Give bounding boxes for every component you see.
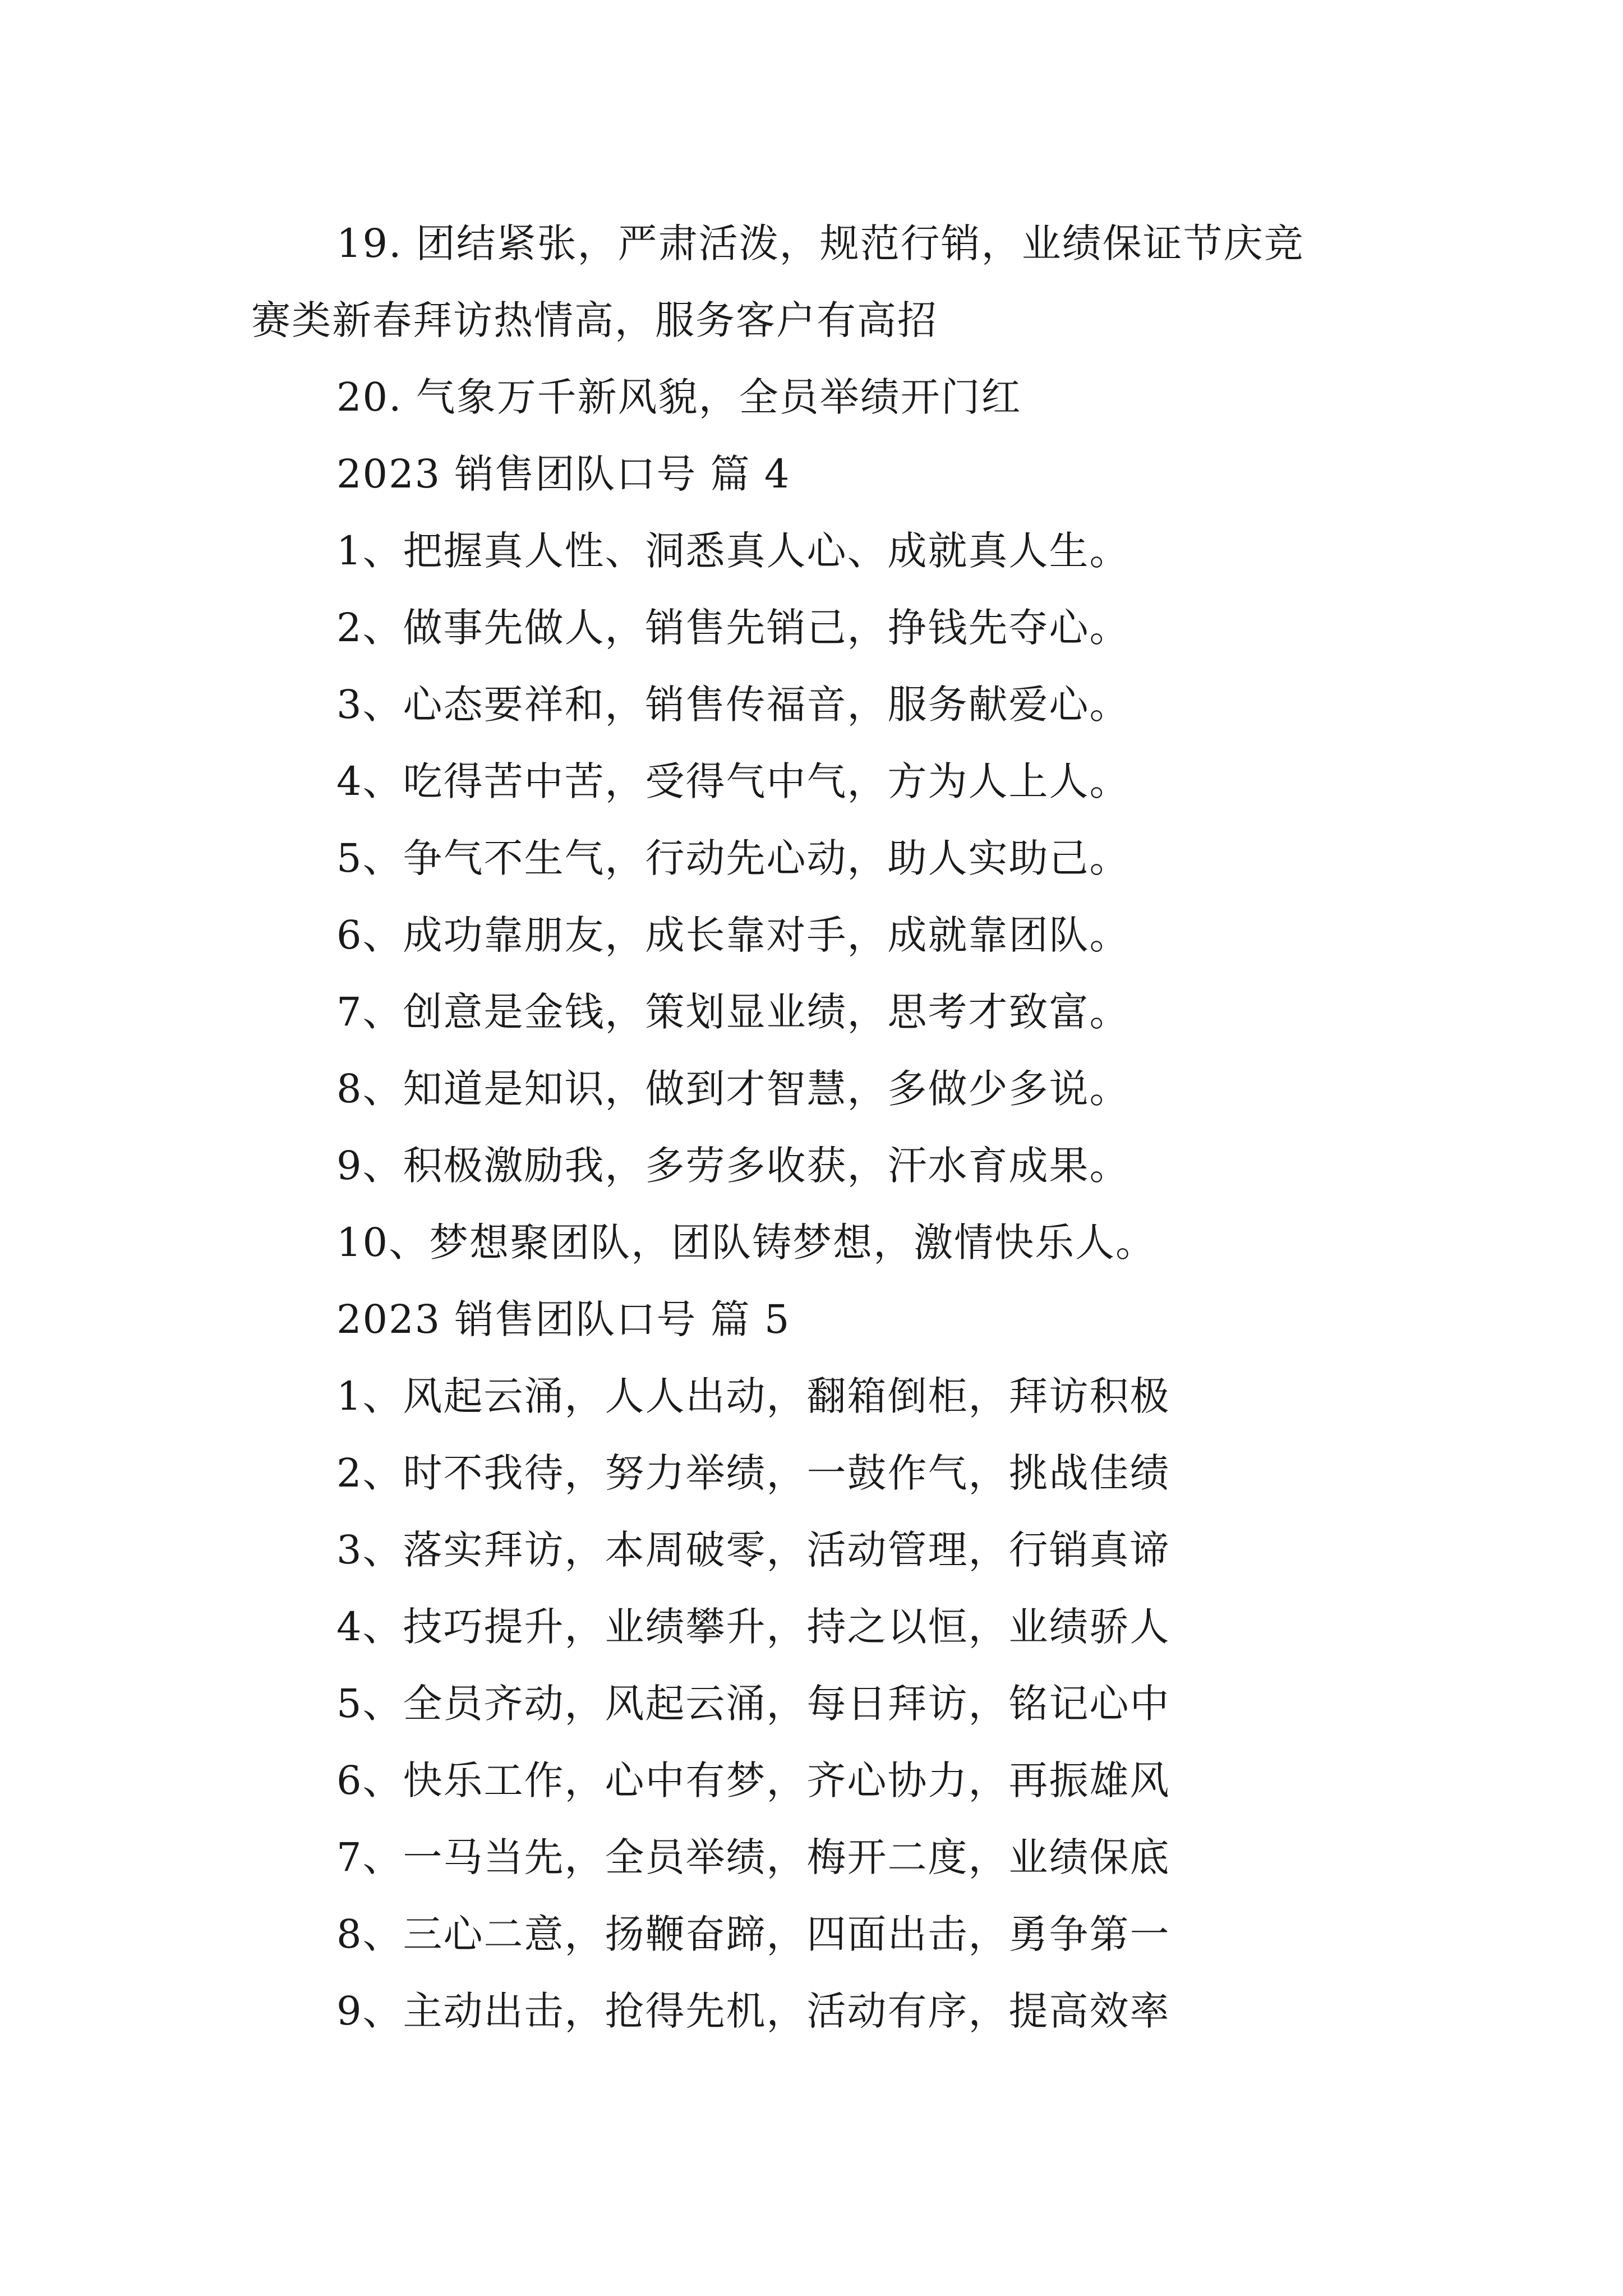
list-item: 1、风起云涌，人人出动，翻箱倒柜，拜访积极	[336, 1373, 1170, 1419]
list-item: 2、做事先做人，销售先销己，挣钱先夺心。	[336, 605, 1130, 651]
list-item: 10、梦想聚团队，团队铸梦想，激情快乐人。	[336, 1220, 1156, 1266]
list-item: 3、心态要祥和，销售传福音，服务献爱心。	[336, 682, 1130, 728]
list-item: 8、知道是知识，做到才智慧，多做少多说。	[336, 1066, 1130, 1112]
list-item: 4、吃得苦中苦，受得气中气，方为人上人。	[336, 758, 1130, 804]
list-item: 8、三心二意，扬鞭奋蹄，四面出击，勇争第一	[336, 1911, 1170, 1957]
list-item: 7、一马当先，全员举绩，梅开二度，业绩保底	[336, 1834, 1170, 1880]
list-item: 4、技巧提升，业绩攀升，持之以恒，业绩骄人	[336, 1604, 1170, 1650]
section-heading: 2023 销售团队口号 篇 5	[336, 1296, 791, 1342]
list-item: 9、主动出击，抢得先机，活动有序，提高效率	[336, 1988, 1170, 2034]
section-heading: 2023 销售团队口号 篇 4	[336, 451, 791, 497]
list-item: 6、快乐工作，心中有梦，齐心协力，再振雄风	[336, 1757, 1170, 1803]
paragraph-line: 19. 团结紧张，严肃活泼，规范行销，业绩保证节庆竞	[336, 220, 1304, 266]
list-item: 5、全员齐动，风起云涌，每日拜访，铭记心中	[336, 1681, 1170, 1727]
list-item: 9、积极激励我，多劳多收获，汗水育成果。	[336, 1143, 1130, 1189]
list-item: 2、时不我待，努力举绩，一鼓作气，挑战佳绩	[336, 1450, 1170, 1496]
paragraph-line: 赛类新春拜访热情高，服务客户有高招	[251, 297, 938, 343]
list-item: 5、争气不生气，行动先心动，助人实助己。	[336, 835, 1130, 881]
list-item: 1、把握真人性、洞悉真人心、成就真人生。	[336, 528, 1130, 574]
document-body	[251, 205, 1401, 2050]
paragraph-line: 20. 气象万千新风貌，全员举绩开门红	[336, 374, 1022, 420]
list-item: 3、落实拜访，本周破零，活动管理，行销真谛	[336, 1527, 1170, 1573]
list-item: 6、成功靠朋友，成长靠对手，成就靠团队。	[336, 912, 1130, 958]
list-item: 7、创意是金钱，策划显业绩，思考才致富。	[336, 989, 1130, 1035]
